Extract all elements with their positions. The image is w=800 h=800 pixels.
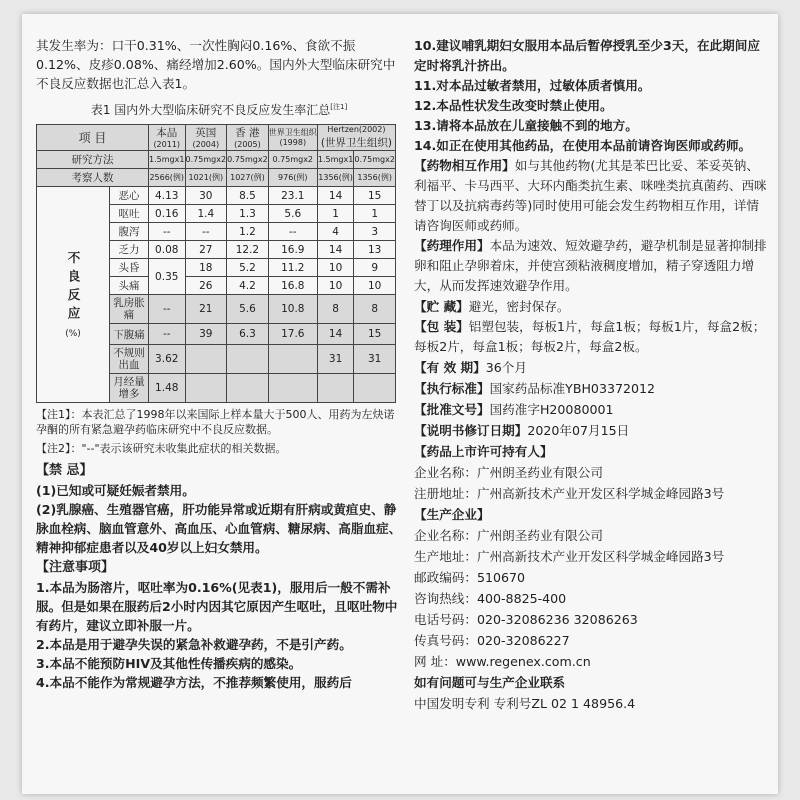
cell: [268, 345, 317, 374]
cell: 5.6: [268, 205, 317, 223]
method-label: 研究方法: [37, 151, 149, 169]
cell: 976(例): [268, 169, 317, 187]
cell: 1: [354, 205, 396, 223]
cell: 23.1: [268, 187, 317, 205]
row-label: 月经量增多: [110, 374, 149, 403]
cell: 21: [185, 295, 227, 324]
row-label: 腹泻: [110, 223, 149, 241]
side-effect-label: 不良反应 (%): [37, 187, 110, 403]
patent: 中国发明专利 专利号ZL 02 1 48956.4: [414, 696, 636, 711]
manufacturer-title: 【生产企业】: [414, 507, 490, 522]
cell: 0.35: [149, 259, 186, 295]
cell: 14: [317, 324, 354, 345]
cell: 16.8: [268, 277, 317, 295]
hotline: 咨询热线：400-8825-400: [414, 591, 567, 606]
header-item: 项 目: [37, 125, 149, 151]
table-header-row: [37, 125, 396, 151]
row-label: 头昏: [110, 259, 149, 277]
col-header: 香 港 (2005): [227, 125, 269, 151]
fax: 传真号码：020-32086227: [414, 633, 570, 648]
cell: 10.8: [268, 295, 317, 324]
cell: 10: [354, 277, 396, 295]
cell: --: [149, 223, 186, 241]
caution-4: 4.本品不能作为常规避孕方法，不推荐频繁使用，服药后: [36, 675, 352, 690]
cell: 1.5mgx1: [317, 151, 354, 169]
col-header: 英国 (2004): [185, 125, 227, 151]
count-label: 考察人数: [37, 169, 149, 187]
cell: 14: [317, 187, 354, 205]
caution-1: 1.本品为肠溶片，呕吐率为0.16%(见表1)，服用后一般不需补服。但是如果在服药后2小时内因其它原因产生呕吐，且呕吐物中有药片，建议立即补服一片。: [36, 580, 398, 633]
storage: 【贮 藏】避光，密封保存。: [414, 299, 570, 314]
cell: 31: [317, 345, 354, 374]
cell: 4.2: [227, 277, 269, 295]
caution-13: 13.请将本品放在儿童接触不到的地方。: [414, 118, 638, 133]
cell: 6.3: [227, 324, 269, 345]
adverse-reaction-table: [36, 124, 396, 403]
cell: 8: [354, 295, 396, 324]
right-column: [414, 36, 770, 714]
row-label: 呕吐: [110, 205, 149, 223]
col-header: 本品 (2011): [149, 125, 186, 151]
table-row: [37, 187, 396, 205]
cell: 10: [317, 259, 354, 277]
cell: 8: [317, 295, 354, 324]
cell: [227, 345, 269, 374]
cautions-title: 【注意事项】: [36, 560, 115, 575]
left-column: [36, 36, 402, 692]
intro-paragraph: 其发生率为：口干0.31%、一次性胸闷0.16%、食欲不振0.12%、皮疹0.08%、痛经增加2.60%。国内外大型临床研究中不良反应数据也汇总入表1。: [36, 38, 396, 91]
row-label: 乏力: [110, 241, 149, 259]
website: 网 址：www.regenex.com.cn: [414, 654, 591, 669]
contraindication-1: (1)已知或可疑妊娠者禁用。: [36, 483, 195, 498]
cell: --: [149, 324, 186, 345]
cell: 30: [185, 187, 227, 205]
cell: 1.3: [227, 205, 269, 223]
contact-note: 如有问题可与生产企业联系: [414, 675, 566, 690]
cell: 15: [354, 187, 396, 205]
caution-2: 2.本品是用于避孕失误的紧急补救避孕药，不是引产药。: [36, 637, 352, 652]
cell: 1356(例): [354, 169, 396, 187]
row-label: 下腹痛: [110, 324, 149, 345]
manufacturer-name: 企业名称：广州朗圣药业有限公司: [414, 528, 603, 543]
cell: --: [149, 295, 186, 324]
cell: [354, 374, 396, 403]
caution-14: 14.如正在使用其他药品，在使用本品前请咨询医师或药师。: [414, 138, 752, 153]
cell: [185, 374, 227, 403]
cell: 16.9: [268, 241, 317, 259]
table-note-1: 【注1】：本表汇总了1998年以来国际上样本量大于500人、用药为左炔诺孕酮的所有紧急避孕药临床研究中不良反应数据。: [36, 408, 395, 436]
cell: 13: [354, 241, 396, 259]
cell: 17.6: [268, 324, 317, 345]
cell: 9: [354, 259, 396, 277]
cell: 4.13: [149, 187, 186, 205]
cell: 0.75mgx2: [227, 151, 269, 169]
row-label: 恶心: [110, 187, 149, 205]
cell: 1.48: [149, 374, 186, 403]
cell: 15: [354, 324, 396, 345]
cell: 3.62: [149, 345, 186, 374]
caution-10: 10.建议哺乳期妇女服用本品后暂停授乳至少3天，在此期间应定时将乳汁挤出。: [414, 38, 760, 73]
cell: 1.4: [185, 205, 227, 223]
cell: [317, 374, 354, 403]
cell: 8.5: [227, 187, 269, 205]
holder-address: 注册地址：广州高新技术产业开发区科学城金峰园路3号: [414, 486, 725, 501]
cell: 11.2: [268, 259, 317, 277]
cell: 5.2: [227, 259, 269, 277]
caution-12: 12.本品性状发生改变时禁止使用。: [414, 98, 613, 113]
revision-date: 【说明书修订日期】2020年07月15日: [414, 423, 630, 438]
cell: 1.5mgx1: [149, 151, 186, 169]
count-row: [37, 169, 396, 187]
cell: 3: [354, 223, 396, 241]
cell: 26: [185, 277, 227, 295]
cell: 0.75mgx2: [354, 151, 396, 169]
cell: 18: [185, 259, 227, 277]
cell: 1356(例): [317, 169, 354, 187]
contraindications-title: 【禁 忌】: [36, 463, 93, 478]
caution-11: 11.对本品过敏者禁用，过敏体质者慎用。: [414, 78, 651, 93]
cell: [185, 345, 227, 374]
row-label: 不规则出血: [110, 345, 149, 374]
cell: 0.16: [149, 205, 186, 223]
table-caption: 表1 国内外大型临床研究不良反应发生率汇总[注1]: [90, 103, 348, 117]
contraindication-2: (2)乳腺癌、生殖器官癌，肝功能异常或近期有肝病或黄疸史、静脉血栓病、脑血管意外、高血压、心血管病、糖尿病、高脂血症、精神抑郁症患者以及40岁以上妇女禁用。: [36, 502, 402, 555]
method-row: [37, 151, 396, 169]
cell: [268, 374, 317, 403]
row-label: 头痛: [110, 277, 149, 295]
cell: 27: [185, 241, 227, 259]
expiry: 【有 效 期】36个月: [414, 360, 527, 375]
cell: 1: [317, 205, 354, 223]
manufacturer-address: 生产地址：广州高新技术产业开发区科学城金峰园路3号: [414, 549, 725, 564]
cell: 1.2: [227, 223, 269, 241]
drug-interaction: 【药物相互作用】如与其他药物(尤其是苯巴比妥、苯妥英钠、利福平、卡马西平、大环内酯类抗生素、咪唑类抗真菌药、西咪替丁以及抗病毒药等)同时使用可能会发生药物相互作用，详情请咨询医师或药师。: [414, 158, 767, 233]
approval-number: 【批准文号】国药准字H20080001: [414, 402, 614, 417]
col-header: Hertzen(2002) (世界卫生组织): [317, 125, 395, 151]
cell: 1021(例): [185, 169, 227, 187]
table-note-2: 【注2】："--"表示该研究未收集此症状的相关数据。: [36, 442, 287, 455]
cell: 14: [317, 241, 354, 259]
cell: 1027(例): [227, 169, 269, 187]
pharmacology: 【药理作用】本品为速效、短效避孕药，避孕机制是显著抑制排卵和阻止孕卵着床，并使宫颈粘液稠度增加，精子穿透阻力增大，从而发挥速效避孕作用。: [414, 238, 767, 293]
cell: 0.75mgx2: [185, 151, 227, 169]
cell: 10: [317, 277, 354, 295]
package-insert-sheet: [22, 14, 778, 794]
holder-title: 【药品上市许可持有人】: [414, 444, 553, 459]
row-label: 乳房胀痛: [110, 295, 149, 324]
zip-code: 邮政编码：510670: [414, 570, 526, 585]
cell: 0.75mgx2: [268, 151, 317, 169]
cell: 0.08: [149, 241, 186, 259]
caution-3: 3.本品不能预防HIV及其他性传播疾病的感染。: [36, 656, 302, 671]
cell: 31: [354, 345, 396, 374]
standard: 【执行标准】国家药品标准YBH03372012: [414, 381, 656, 396]
cell: --: [185, 223, 227, 241]
cell: 12.2: [227, 241, 269, 259]
phone: 电话号码：020-32086236 32086263: [414, 612, 638, 627]
holder-name: 企业名称：广州朗圣药业有限公司: [414, 465, 603, 480]
cell: 5.6: [227, 295, 269, 324]
packaging: 【包 装】铝塑包装，每板1片，每盒1板；每板1片，每盒2板；每板2片，每盒1板；每板2片，每盒2板。: [414, 319, 766, 354]
cell: 4: [317, 223, 354, 241]
cell: [227, 374, 269, 403]
cell: 2566(例): [149, 169, 186, 187]
col-header: 世界卫生组织 (1998): [268, 125, 317, 151]
cell: --: [268, 223, 317, 241]
cell: 39: [185, 324, 227, 345]
